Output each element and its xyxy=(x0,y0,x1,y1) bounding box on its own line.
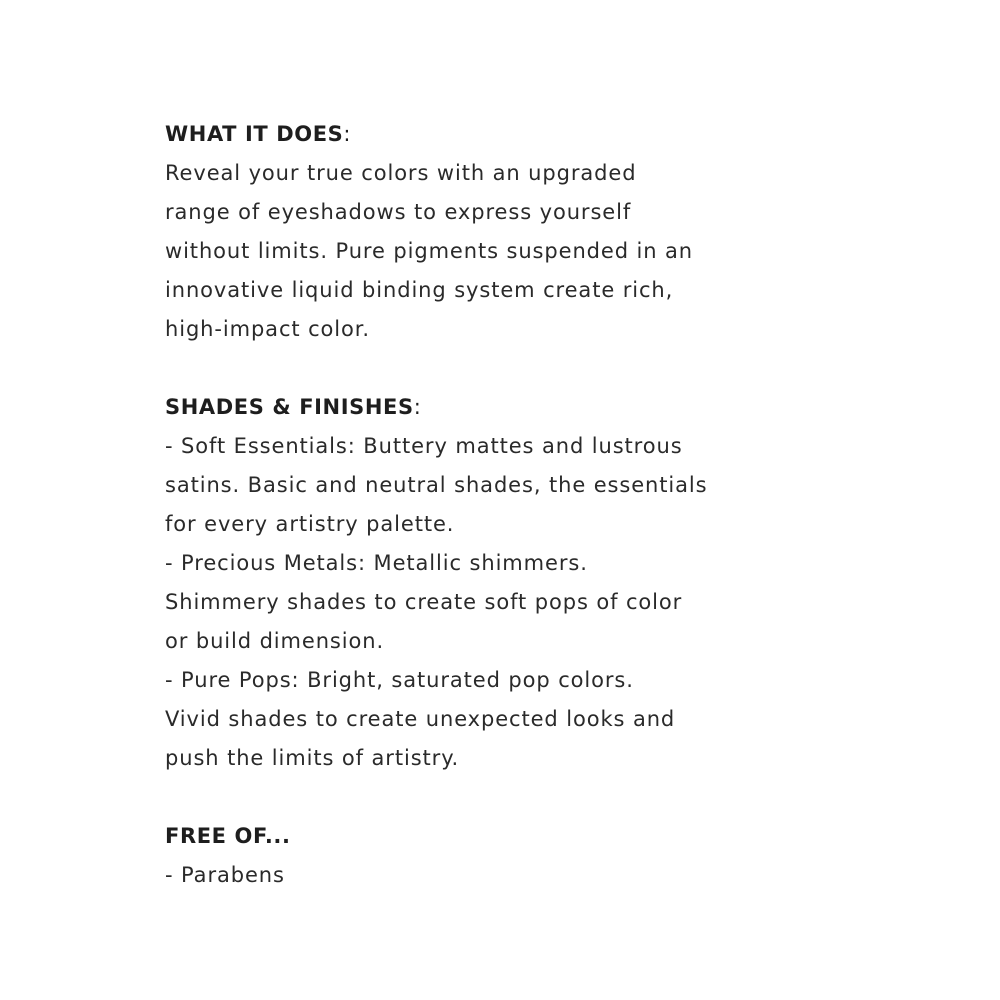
body-line: without limits. Pure pigments suspended in an xyxy=(165,239,694,263)
section-heading-text: SHADES & FINISHES xyxy=(165,395,414,419)
body-line: - Parabens xyxy=(165,863,285,887)
body-line: Reveal your true colors with an upgraded xyxy=(165,161,637,185)
body-line: range of eyeshadows to express yourself xyxy=(165,200,632,224)
section-heading-colon: : xyxy=(413,395,422,419)
section-shades-finishes xyxy=(165,388,765,778)
body-line: - Pure Pops: Bright, saturated pop colors. xyxy=(165,668,634,692)
body-line: Shimmery shades to create soft pops of color xyxy=(165,590,683,614)
body-line: for every artistry palette. xyxy=(165,512,455,536)
body-line: - Precious Metals: Metallic shimmers. xyxy=(165,551,588,575)
body-line: satins. Basic and neutral shades, the essentials xyxy=(165,473,708,497)
section-heading-colon: : xyxy=(343,122,352,146)
body-line: - Soft Essentials: Buttery mattes and lustrous xyxy=(165,434,683,458)
body-line: push the limits of artistry. xyxy=(165,746,460,770)
section-heading xyxy=(165,817,765,856)
section-heading-text: FREE OF... xyxy=(165,824,291,848)
body-line: innovative liquid binding system create rich, xyxy=(165,278,674,302)
product-description xyxy=(165,115,765,895)
body-line: or build dimension. xyxy=(165,629,385,653)
section-heading xyxy=(165,115,765,154)
body-line: Vivid shades to create unexpected looks and xyxy=(165,707,676,731)
section-what-it-does xyxy=(165,115,765,349)
section-heading-text: WHAT IT DOES xyxy=(165,122,344,146)
section-free-of xyxy=(165,817,765,895)
body-line: high-impact color. xyxy=(165,317,370,341)
section-heading xyxy=(165,388,765,427)
